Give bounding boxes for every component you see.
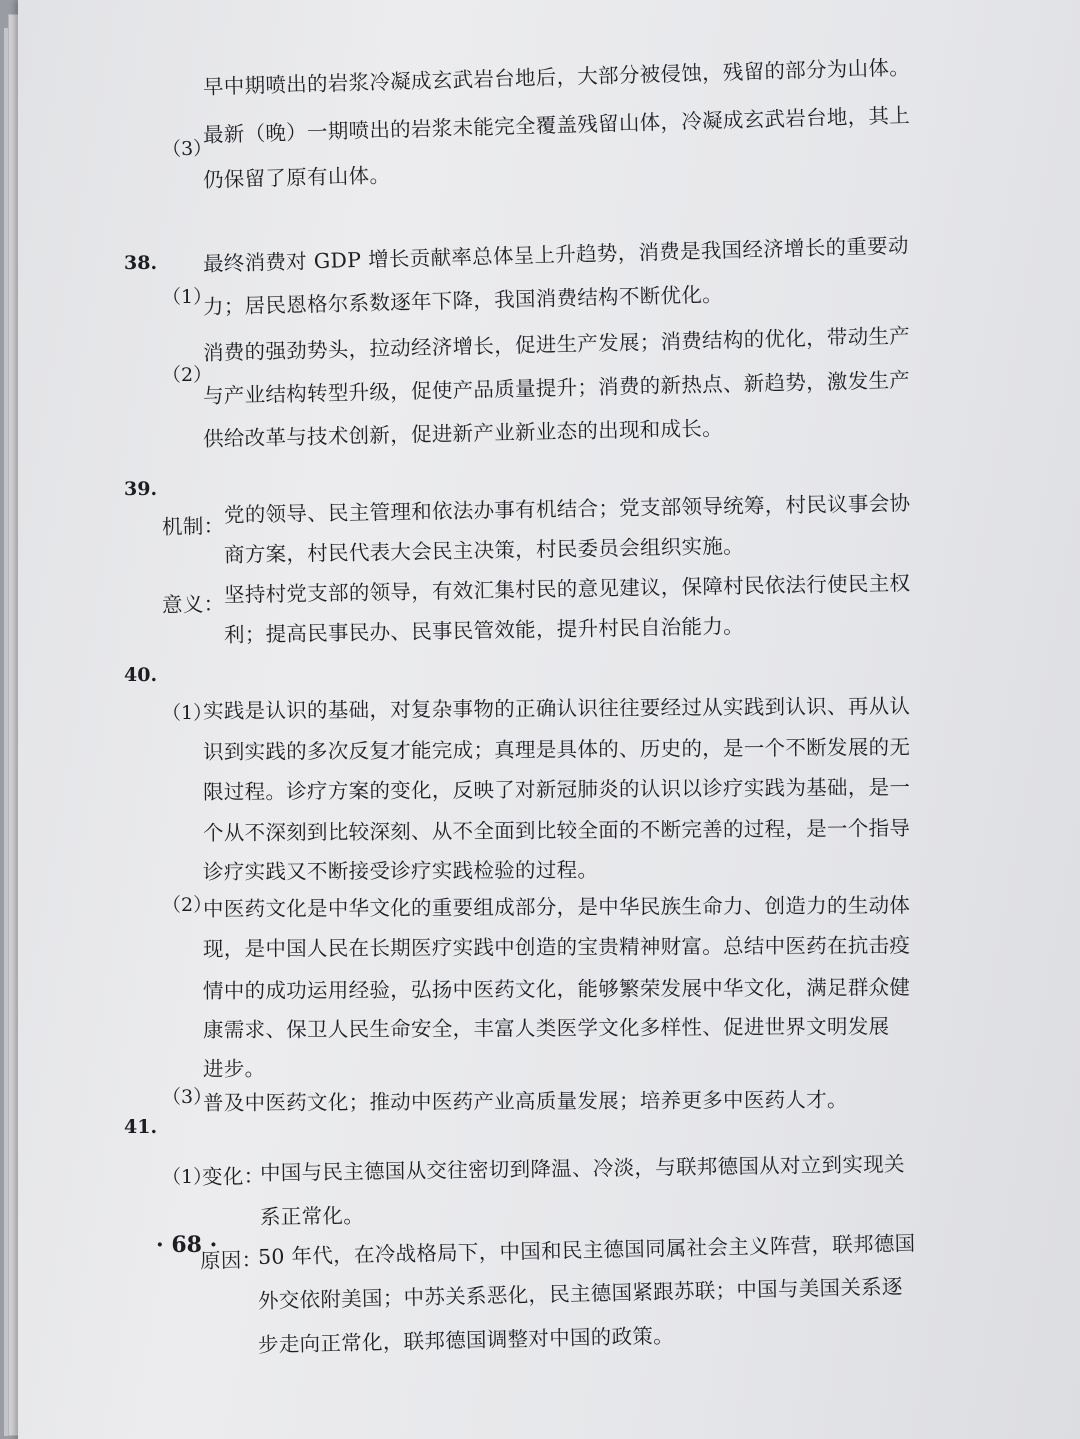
q40-number: 40. xyxy=(124,664,158,686)
q38-p1-marker: （1） xyxy=(162,286,213,308)
q39-mechanism-label: 机制： xyxy=(161,513,225,539)
q39-significance-label: 意义： xyxy=(161,591,225,617)
q41-change-line: 系正常化。 xyxy=(259,1203,365,1229)
q40-p2-line: 进步。 xyxy=(202,1056,266,1081)
q40-p1-line: 个从不深刻到比较深刻、从不全面到比较全面的不断完善的过程，是一个指导 xyxy=(202,816,911,845)
q41-p1-marker: （1） xyxy=(162,1166,213,1188)
q40-p2-line: 中医药文化是中华文化的重要组成部分，是中华民族生命力、创造力的生动体 xyxy=(202,893,911,921)
q40-p2-line: 情中的成功运用经验，弘扬中医药文化，能够繁荣发展中华文化，满足群众健 xyxy=(202,975,911,1003)
q38-p1-line: 力；居民恩格尔系数逐年下降，我国消费结构不断优化。 xyxy=(202,282,724,319)
q41-number: 41. xyxy=(124,1116,158,1138)
q38-number: 38. xyxy=(124,252,158,274)
q41-reason-line: 外交依附美国；中苏关系恶化，民主德国紧跟苏联；中国与美国关系逐 xyxy=(257,1274,903,1313)
q41-change-line: 中国与民主德国从交往密切到降温、冷淡，与联邦德国从对立到实现关 xyxy=(259,1151,905,1185)
q40-p3-marker: （3） xyxy=(162,1086,213,1108)
q41-reason-label: 原因： xyxy=(199,1247,263,1273)
q37-fragment-line: 早中期喷出的岩浆冷凝成玄武岩台地后，大部分被侵蚀，残留的部分为山体。 xyxy=(202,55,911,99)
q37-p3-line: 仍保留了原有山体。 xyxy=(202,163,391,192)
q39-number: 39. xyxy=(124,478,158,500)
q38-p2-marker: （2） xyxy=(162,364,213,386)
q40-p2-marker: （2） xyxy=(162,894,213,916)
q41-reason-line: 50 年代，在冷战格局下，中国和民主德国同属社会主义阵营，联邦德国 xyxy=(257,1231,916,1269)
q37-p3-marker: （3） xyxy=(161,137,213,161)
q40-p1-line: 识到实践的多次反复才能完成；真理是具体的、历史的，是一个不断发展的无 xyxy=(202,735,911,764)
q39-mechanism-line: 商方案，村民代表大会民主决策，村民委员会组织实施。 xyxy=(223,533,745,567)
q37-p3-line: 最新（晚）一期喷出的岩浆未能完全覆盖残留山体，冷凝成玄武岩台地，其上 xyxy=(202,103,911,147)
q38-p2-line: 供给改革与技术创新，促进新产业新业态的出现和成长。 xyxy=(202,416,724,451)
q39-mechanism-line: 党的领导、民主管理和依法办事有机结合；党支部领导统筹，村民议事会协 xyxy=(223,491,911,527)
q40-p2-line: 康需求、保卫人民生命安全，丰富人类医学文化多样性、促进世界文明发展 xyxy=(202,1014,890,1042)
q41-change-label: 变化： xyxy=(201,1164,265,1189)
q39-significance-line: 坚持村党支部的领导，有效汇集村民的意见建议，保障村民依法行使民主权 xyxy=(223,571,911,607)
q38-p2-line: 消费的强劲势头，拉动经济增长，促进生产发展；消费结构的优化，带动生产 xyxy=(202,323,911,365)
answer-sheet-page xyxy=(18,0,1080,1439)
q39-significance-line: 利；提高民事民办、民事民管效能，提升村民自治能力。 xyxy=(223,613,745,647)
q40-p1-line: 实践是认识的基础，对复杂事物的正确认识往往要经过从实践到认识、再从认 xyxy=(202,694,911,723)
q40-p1-line: 限过程。诊疗方案的变化，反映了对新冠肺炎的认识以诊疗实践为基础，是一 xyxy=(202,775,911,804)
q40-p1-line: 诊疗实践又不断接受诊疗实践检验的过程。 xyxy=(202,857,599,884)
q40-p3-line: 普及中医药文化；推动中医药产业高质量发展；培养更多中医药人才。 xyxy=(202,1087,848,1115)
q40-p1-marker: （1） xyxy=(162,702,213,724)
q38-p1-line: 最终消费对 GDP 增长贡献率总体呈上升趋势，消费是我国经济增长的重要动 xyxy=(202,233,910,276)
q40-p2-line: 现，是中国人民在长期医疗实践中创造的宝贵精神财富。总结中医药在抗击疫 xyxy=(202,933,911,961)
q38-p2-line: 与产业结构转型升级，促使产品质量提升；消费的新热点、新趋势，激发生产 xyxy=(202,367,911,408)
page-number: · 68 · xyxy=(156,1232,218,1258)
q41-reason-line: 步走向正常化，联邦德国调整对中国的政策。 xyxy=(257,1323,675,1357)
